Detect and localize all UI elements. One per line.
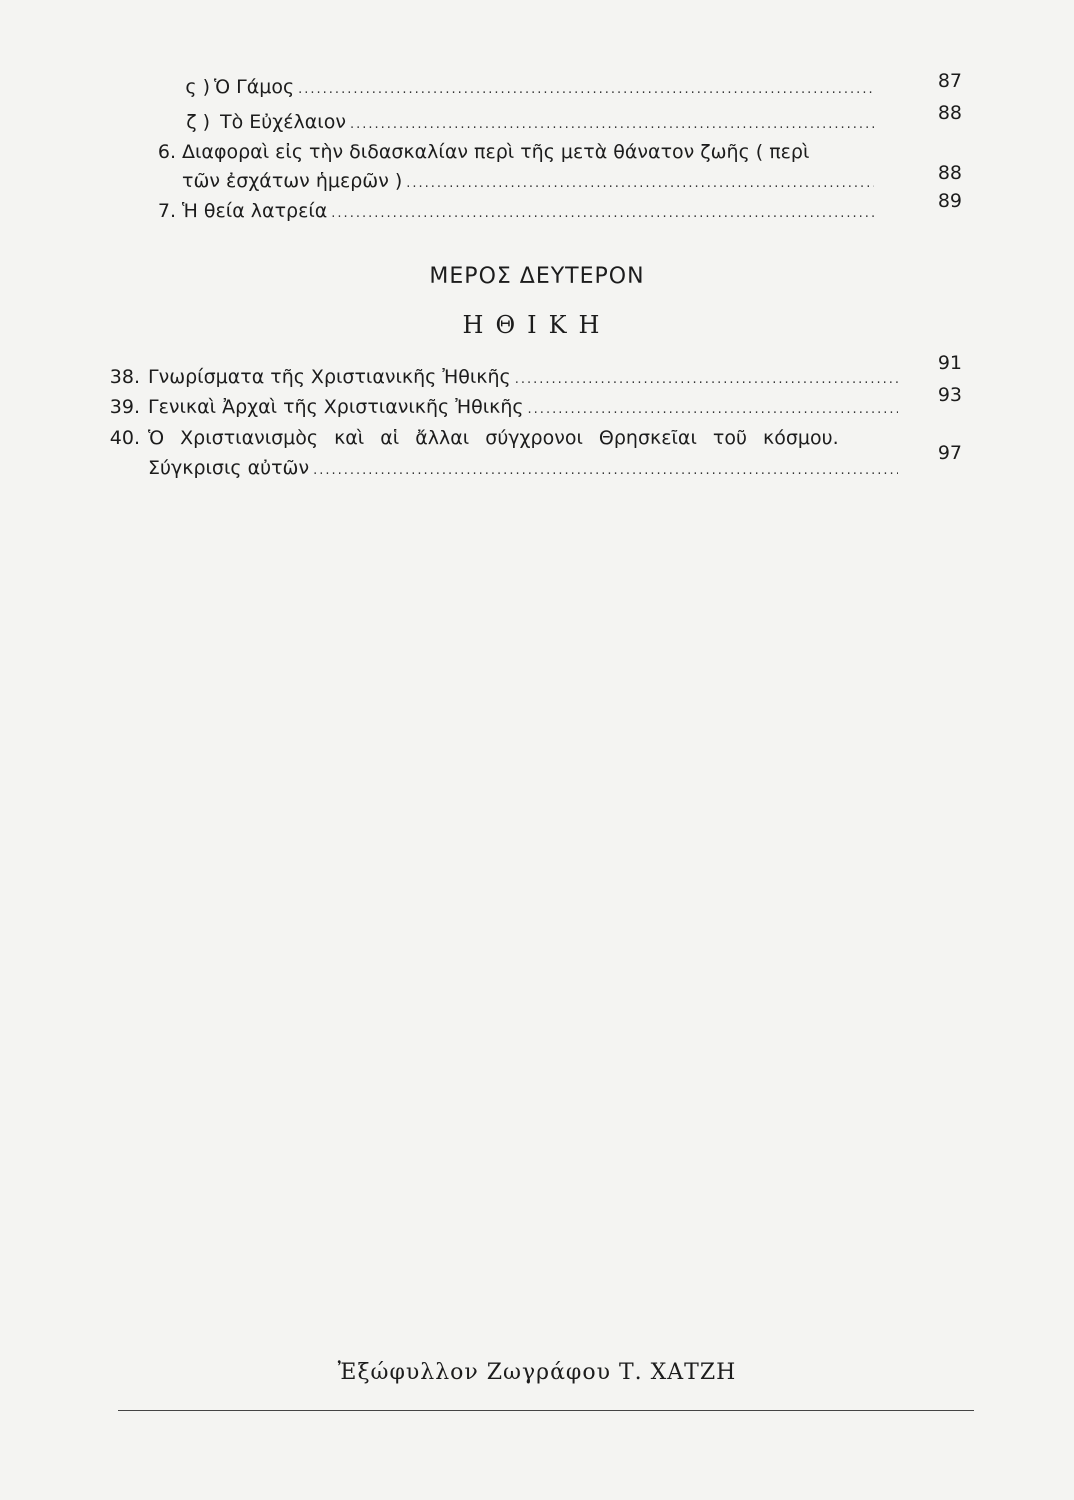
part-title: ΗΘΙΚΗ [462,311,612,339]
dot-leader [313,456,898,486]
toc-entry-page: 88 [937,162,962,184]
horizontal-rule [118,1410,974,1411]
toc-entry-page: 87 [937,70,962,92]
toc-entry-number: 7. [157,200,176,222]
toc-entry-text: Γενικαὶ Ἀρχαὶ τῆς Χριστιανικῆς Ἠθικῆς [148,396,524,418]
cover-credit: Ἐξώφυλλον Ζωγράφου Τ. ΧΑΤΖΗ [337,1360,737,1385]
toc-entry-text: Τὸ Εὐχέλαιον [220,111,346,133]
dot-leader [331,199,874,229]
toc-entry-text: Διαφοραὶ εἰς τὴν διδασκαλίαν περὶ τῆς μετὰ θάνατον ζωῆς ( περὶ [182,141,810,163]
toc-entry-number: 38. [109,366,140,388]
toc-entry-text: Γνωρίσματα τῆς Χριστιανικῆς Ἠθικῆς [148,366,511,388]
toc-entry-number: 6. [157,141,176,163]
toc-entry-text: Ὁ Γάμος [214,76,295,98]
toc-entry-page: 93 [937,384,962,406]
dot-leader [350,110,874,140]
toc-entry-text: Ἡ θεία λατρεία [182,200,328,222]
toc-entry-text: Σύγκρισις αὐτῶν [148,457,310,479]
dot-leader [406,169,874,199]
toc-entry-number: 40. [109,427,140,449]
toc-entry-page: 88 [937,102,962,124]
toc-entry-number: ζ ) [186,111,210,133]
toc-entry-number: 39. [109,396,140,418]
dot-leader [515,365,898,395]
toc-entry-page: 91 [937,352,962,374]
toc-entry-text: Ὁ Χριστιανισμὸς καὶ αἱ ἄλλαι σύγχρονοι Θρησκεῖαι τοῦ κόσμου. [148,427,839,449]
dot-leader [298,75,874,105]
toc-entry-page: 97 [937,442,962,464]
dot-leader [528,395,898,425]
toc-entry-number: ς ) [185,76,210,98]
toc-entry-page: 89 [937,190,962,212]
part-heading: ΜΕΡΟΣ ΔΕΥΤΕΡΟΝ [429,264,645,289]
toc-entry-text: τῶν ἐσχάτων ἡμερῶν ) [182,170,403,192]
